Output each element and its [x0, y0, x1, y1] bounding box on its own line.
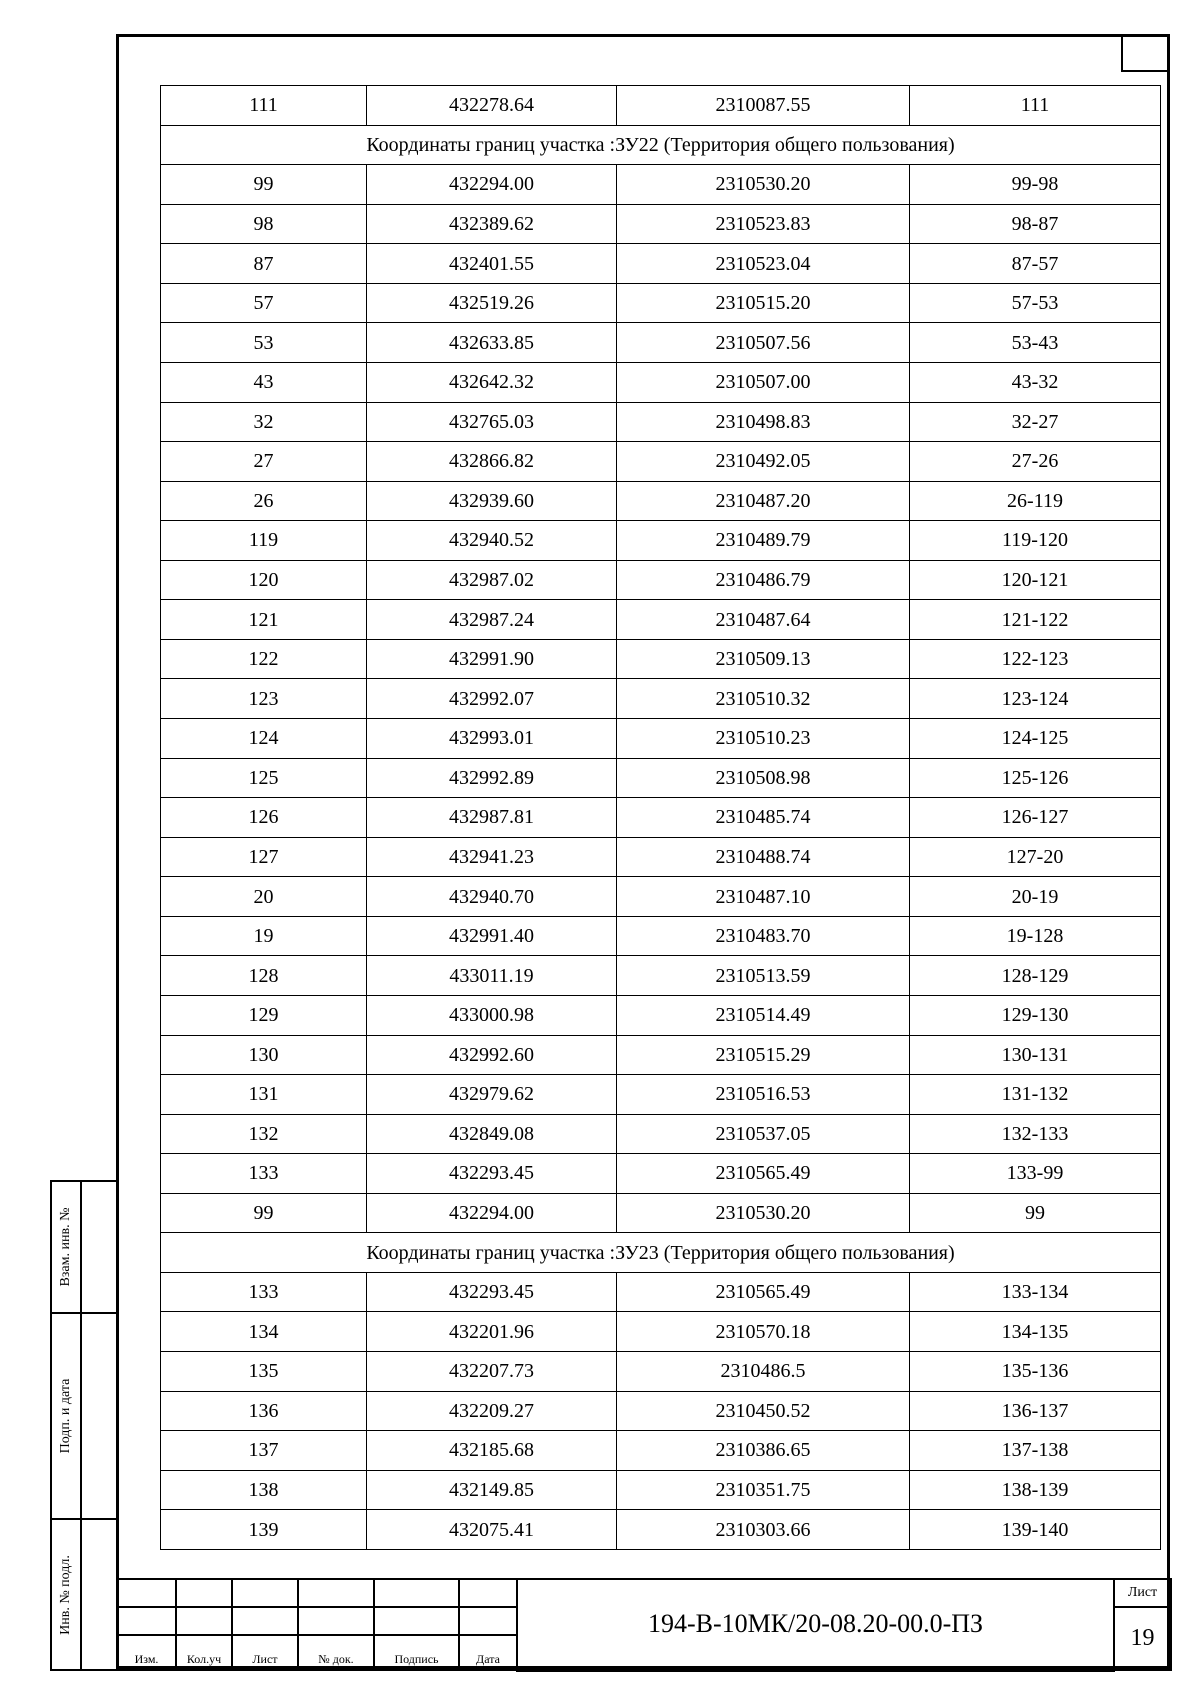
coordinate-x: 432294.00 — [367, 165, 617, 205]
segment: 134-135 — [910, 1312, 1161, 1352]
coordinate-x: 432849.08 — [367, 1114, 617, 1154]
segment: 130-131 — [910, 1035, 1161, 1075]
table-row — [161, 244, 1161, 284]
coordinate-x: 432987.02 — [367, 560, 617, 600]
coordinate-x: 432991.40 — [367, 916, 617, 956]
coordinate-x: 432278.64 — [367, 86, 617, 126]
coordinate-x: 432991.90 — [367, 639, 617, 679]
table-row — [161, 1075, 1161, 1115]
segment: 128-129 — [910, 956, 1161, 996]
point-number: 135 — [161, 1352, 367, 1392]
coordinate-y: 2310514.49 — [617, 995, 910, 1035]
coordinate-y: 2310487.20 — [617, 481, 910, 521]
table-row — [161, 1114, 1161, 1154]
coordinate-y: 2310515.29 — [617, 1035, 910, 1075]
stamp-cell — [176, 1607, 232, 1635]
coordinates-table — [160, 85, 1161, 1550]
table-row — [161, 1431, 1161, 1471]
table-row — [161, 1272, 1161, 1312]
point-number: 132 — [161, 1114, 367, 1154]
coordinate-y: 2310488.74 — [617, 837, 910, 877]
coordinate-x: 432209.27 — [367, 1391, 617, 1431]
coordinate-x: 432389.62 — [367, 204, 617, 244]
coordinate-x: 432075.41 — [367, 1510, 617, 1550]
coordinate-x: 432293.45 — [367, 1154, 617, 1194]
coordinate-x: 432633.85 — [367, 323, 617, 363]
stamp-cell — [232, 1579, 298, 1607]
point-number: 99 — [161, 1193, 367, 1233]
coordinate-x: 432993.01 — [367, 719, 617, 759]
coordinate-y: 2310516.53 — [617, 1075, 910, 1115]
table-row — [161, 165, 1161, 205]
point-number: 119 — [161, 521, 367, 561]
segment: 26-119 — [910, 481, 1161, 521]
segment: 87-57 — [910, 244, 1161, 284]
stamp-cell — [298, 1579, 374, 1607]
point-number: 134 — [161, 1312, 367, 1352]
section-header-row — [161, 1233, 1161, 1273]
table-row — [161, 1193, 1161, 1233]
segment: 120-121 — [910, 560, 1161, 600]
table-row — [161, 1035, 1161, 1075]
segment: 133-99 — [910, 1154, 1161, 1194]
coordinate-x: 432987.81 — [367, 798, 617, 838]
coordinate-x: 433000.98 — [367, 995, 617, 1035]
segment: 137-138 — [910, 1431, 1161, 1471]
point-number: 98 — [161, 204, 367, 244]
point-number: 87 — [161, 244, 367, 284]
coordinate-x: 432642.32 — [367, 362, 617, 402]
segment: 124-125 — [910, 719, 1161, 759]
point-number: 138 — [161, 1470, 367, 1510]
coordinate-y: 2310498.83 — [617, 402, 910, 442]
stamp-cell — [117, 1579, 176, 1607]
segment: 131-132 — [910, 1075, 1161, 1115]
point-number: 137 — [161, 1431, 367, 1471]
segment: 99-98 — [910, 165, 1161, 205]
coordinate-y: 2310570.18 — [617, 1312, 910, 1352]
coordinate-y: 2310487.10 — [617, 877, 910, 917]
coordinate-y: 2310513.59 — [617, 956, 910, 996]
point-number: 53 — [161, 323, 367, 363]
table-row — [161, 679, 1161, 719]
side-value-cell — [81, 1181, 117, 1313]
stamp-cell — [459, 1607, 517, 1635]
coordinate-y: 2310530.20 — [617, 165, 910, 205]
segment: 98-87 — [910, 204, 1161, 244]
sheet-number: 19 — [1114, 1607, 1171, 1670]
stamp-cell — [459, 1579, 517, 1607]
point-number: 43 — [161, 362, 367, 402]
coordinate-x: 432979.62 — [367, 1075, 617, 1115]
section-title: Координаты границ участка :ЗУ23 (Территория общего пользования) — [161, 1233, 1161, 1273]
table-row — [161, 481, 1161, 521]
coordinate-y: 2310492.05 — [617, 442, 910, 482]
segment: 136-137 — [910, 1391, 1161, 1431]
table-row — [161, 521, 1161, 561]
table-row — [161, 1510, 1161, 1550]
coordinate-x: 432401.55 — [367, 244, 617, 284]
side-label-inv: Инв. № подл. — [58, 1554, 73, 1635]
coordinates-table-body — [161, 86, 1161, 1550]
table-row — [161, 402, 1161, 442]
coordinate-y: 2310507.56 — [617, 323, 910, 363]
table-row — [161, 1352, 1161, 1392]
segment: 19-128 — [910, 916, 1161, 956]
segment: 99 — [910, 1193, 1161, 1233]
coordinate-x: 432992.07 — [367, 679, 617, 719]
table-row — [161, 560, 1161, 600]
header-doc-number: № док. — [298, 1635, 374, 1670]
table-row — [161, 995, 1161, 1035]
segment: 132-133 — [910, 1114, 1161, 1154]
side-value-cell — [81, 1519, 117, 1670]
header-list: Лист — [232, 1635, 298, 1670]
segment: 129-130 — [910, 995, 1161, 1035]
segment: 122-123 — [910, 639, 1161, 679]
segment: 133-134 — [910, 1272, 1161, 1312]
coordinate-x: 432939.60 — [367, 481, 617, 521]
coordinate-x: 432149.85 — [367, 1470, 617, 1510]
coordinate-x: 433011.19 — [367, 956, 617, 996]
stamp-cell — [232, 1607, 298, 1635]
point-number: 57 — [161, 283, 367, 323]
stamp-cell — [374, 1607, 459, 1635]
table-row — [161, 442, 1161, 482]
stamp-cell — [298, 1607, 374, 1635]
coordinate-y: 2310351.75 — [617, 1470, 910, 1510]
coordinate-x: 432765.03 — [367, 402, 617, 442]
point-number: 127 — [161, 837, 367, 877]
segment: 125-126 — [910, 758, 1161, 798]
coordinate-y: 2310485.74 — [617, 798, 910, 838]
table-row — [161, 1312, 1161, 1352]
segment: 57-53 — [910, 283, 1161, 323]
table-row — [161, 283, 1161, 323]
point-number: 122 — [161, 639, 367, 679]
segment: 126-127 — [910, 798, 1161, 838]
coordinate-y: 2310386.65 — [617, 1431, 910, 1471]
table-row — [161, 956, 1161, 996]
side-value-cell — [81, 1313, 117, 1519]
coordinate-y: 2310483.70 — [617, 916, 910, 956]
point-number: 32 — [161, 402, 367, 442]
table-row — [161, 323, 1161, 363]
table-row — [161, 1154, 1161, 1194]
point-number: 126 — [161, 798, 367, 838]
coordinate-y: 2310486.79 — [617, 560, 910, 600]
point-number: 27 — [161, 442, 367, 482]
segment: 138-139 — [910, 1470, 1161, 1510]
coordinate-y: 2310450.52 — [617, 1391, 910, 1431]
side-label-podp: Подп. и дата — [58, 1378, 73, 1454]
coordinate-y: 2310507.00 — [617, 362, 910, 402]
segment: 43-32 — [910, 362, 1161, 402]
point-number: 121 — [161, 600, 367, 640]
point-number: 136 — [161, 1391, 367, 1431]
segment: 32-27 — [910, 402, 1161, 442]
segment: 53-43 — [910, 323, 1161, 363]
coordinate-x: 432519.26 — [367, 283, 617, 323]
point-number: 99 — [161, 165, 367, 205]
segment: 139-140 — [910, 1510, 1161, 1550]
coordinate-y: 2310510.23 — [617, 719, 910, 759]
point-number: 123 — [161, 679, 367, 719]
table-row — [161, 877, 1161, 917]
section-title: Координаты границ участка :ЗУ22 (Территория общего пользования) — [161, 125, 1161, 165]
point-number: 129 — [161, 995, 367, 1035]
stamp-cell — [374, 1579, 459, 1607]
point-number: 125 — [161, 758, 367, 798]
coordinate-y: 2310510.32 — [617, 679, 910, 719]
coordinate-y: 2310523.83 — [617, 204, 910, 244]
side-label-cell — [51, 1313, 81, 1519]
coordinate-x: 432992.60 — [367, 1035, 617, 1075]
stamp-cell — [117, 1607, 176, 1635]
point-number: 26 — [161, 481, 367, 521]
side-label-vzam: Взам. инв. № — [58, 1207, 73, 1287]
coordinate-y: 2310487.64 — [617, 600, 910, 640]
point-number: 128 — [161, 956, 367, 996]
section-header-row — [161, 125, 1161, 165]
segment: 111 — [910, 86, 1161, 126]
point-number: 133 — [161, 1154, 367, 1194]
coordinate-y: 2310515.20 — [617, 283, 910, 323]
segment: 20-19 — [910, 877, 1161, 917]
corner-box — [1121, 34, 1170, 72]
sheet-label: Лист — [1114, 1579, 1171, 1607]
title-block — [116, 1578, 1172, 1672]
coordinate-x: 432294.00 — [367, 1193, 617, 1233]
table-row — [161, 362, 1161, 402]
table-row — [161, 758, 1161, 798]
point-number: 133 — [161, 1272, 367, 1312]
side-stamp — [50, 1180, 118, 1671]
coordinate-y: 2310508.98 — [617, 758, 910, 798]
point-number: 19 — [161, 916, 367, 956]
document-code: 194-В-10МК/20-08.20-00.0-ПЗ — [517, 1579, 1114, 1670]
table-row — [161, 1470, 1161, 1510]
side-label-cell — [51, 1181, 81, 1313]
table-row — [161, 916, 1161, 956]
segment: 121-122 — [910, 600, 1161, 640]
coordinate-y: 2310509.13 — [617, 639, 910, 679]
coordinate-x: 432185.68 — [367, 1431, 617, 1471]
table-row — [161, 600, 1161, 640]
header-signature: Подпись — [374, 1635, 459, 1670]
segment: 119-120 — [910, 521, 1161, 561]
coordinate-x: 432201.96 — [367, 1312, 617, 1352]
table-row — [161, 837, 1161, 877]
coordinate-x: 432992.89 — [367, 758, 617, 798]
point-number: 139 — [161, 1510, 367, 1550]
segment: 135-136 — [910, 1352, 1161, 1392]
coordinate-y: 2310489.79 — [617, 521, 910, 561]
coordinate-x: 432940.52 — [367, 521, 617, 561]
coordinate-y: 2310537.05 — [617, 1114, 910, 1154]
side-label-cell — [51, 1519, 81, 1670]
header-date: Дата — [459, 1635, 517, 1670]
coordinate-y: 2310523.04 — [617, 244, 910, 284]
point-number: 130 — [161, 1035, 367, 1075]
coordinate-y: 2310486.5 — [617, 1352, 910, 1392]
table-row — [161, 719, 1161, 759]
point-number: 131 — [161, 1075, 367, 1115]
table-row — [161, 1391, 1161, 1431]
coordinate-x: 432940.70 — [367, 877, 617, 917]
point-number: 111 — [161, 86, 367, 126]
coordinate-y: 2310087.55 — [617, 86, 910, 126]
coordinate-x: 432987.24 — [367, 600, 617, 640]
segment: 127-20 — [910, 837, 1161, 877]
coordinate-x: 432207.73 — [367, 1352, 617, 1392]
table-row — [161, 639, 1161, 679]
table-row — [161, 204, 1161, 244]
segment: 123-124 — [910, 679, 1161, 719]
point-number: 124 — [161, 719, 367, 759]
point-number: 20 — [161, 877, 367, 917]
coordinate-y: 2310530.20 — [617, 1193, 910, 1233]
coordinate-x: 432866.82 — [367, 442, 617, 482]
coordinate-x: 432941.23 — [367, 837, 617, 877]
stamp-cell — [176, 1579, 232, 1607]
table-row — [161, 798, 1161, 838]
coordinate-y: 2310565.49 — [617, 1154, 910, 1194]
header-izm: Изм. — [117, 1635, 176, 1670]
point-number: 120 — [161, 560, 367, 600]
coordinate-y: 2310303.66 — [617, 1510, 910, 1550]
table-row — [161, 86, 1161, 126]
coordinate-x: 432293.45 — [367, 1272, 617, 1312]
coordinate-y: 2310565.49 — [617, 1272, 910, 1312]
header-kol-uch: Кол.уч — [176, 1635, 232, 1670]
segment: 27-26 — [910, 442, 1161, 482]
